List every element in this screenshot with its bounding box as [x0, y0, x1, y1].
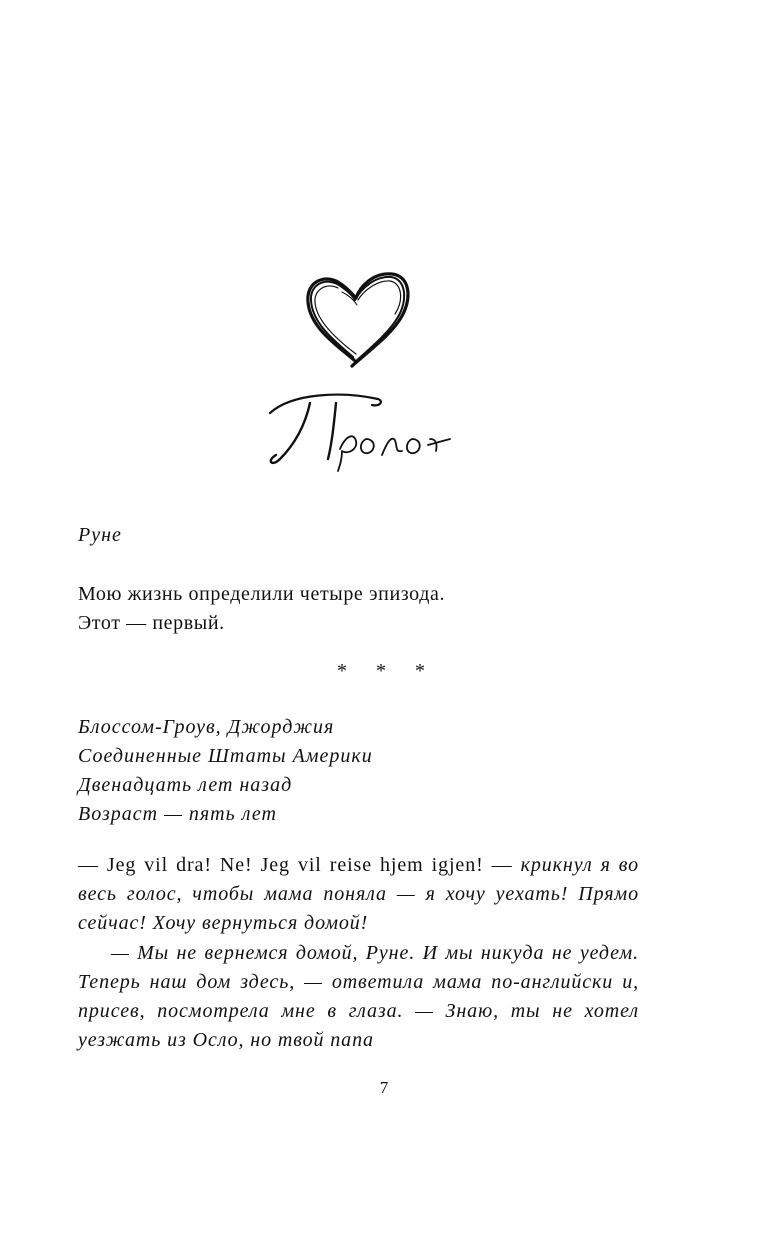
norwegian-speech: — Jeg vil dra! Ne! Jeg vil reise hjem igjen! —	[78, 854, 513, 876]
chapter-title-calligraphy	[262, 385, 462, 475]
heart-icon	[298, 262, 418, 372]
intro-paragraph	[78, 580, 638, 638]
narrator-name: Руне	[78, 524, 122, 546]
setting-block	[78, 713, 638, 829]
setting-line: Двенадцать лет назад	[78, 774, 293, 796]
narration-italic: крикнул я во весь голос, чтобы мама поняла — я хочу уехать! Прямо сейчас! Хочу вернуться домой!	[78, 854, 640, 935]
setting-line: Блоссом-Гроув, Джорджия	[78, 716, 335, 738]
chapter-title	[262, 385, 462, 475]
setting-line: Возраст — пять лет	[78, 803, 277, 825]
section-divider: * * *	[337, 660, 437, 682]
body-text	[78, 851, 639, 1055]
intro-line: Мою жизнь определили четыре эпизода.	[78, 583, 446, 605]
intro-line: Этот — первый.	[78, 612, 225, 634]
setting-line: Соединенные Штаты Америки	[78, 745, 373, 767]
body-paragraph-2: — Мы не вернемся домой, Руне. И мы никуда не уедем. Теперь наш дом здесь, — ответила мама по-английски и, присев, посмотрела мне в глаза. — Знаю, ты не хотел уезжать из Осло, но твой папа	[78, 941, 639, 1052]
page-number: 7	[379, 1078, 389, 1097]
body-paragraph-1	[78, 851, 639, 939]
